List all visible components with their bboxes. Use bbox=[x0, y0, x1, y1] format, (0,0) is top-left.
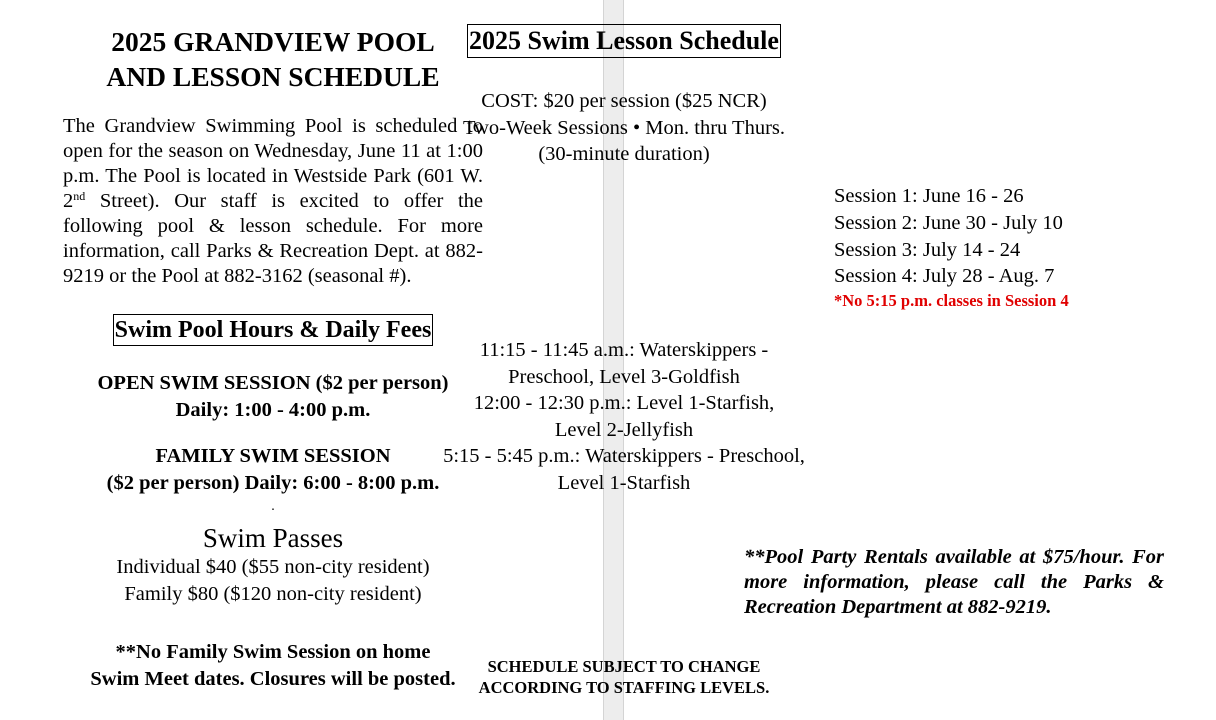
intro-superscript: nd bbox=[73, 189, 86, 203]
lesson-heading: 2025 Swim Lesson Schedule bbox=[467, 24, 781, 58]
class-times-block bbox=[294, 337, 954, 496]
passes-title: Swim Passes bbox=[202, 523, 344, 553]
class-time-line: Level 1-Starfish bbox=[557, 471, 691, 494]
pass-individual: Individual $40 ($55 non-city resident) bbox=[116, 556, 430, 578]
intro-text-a: The Grandview Swimming Pool is scheduled to open for the season on Wednesday, June 11 at 1:00 p.m. The Pool is located in Westside Park (601 W. 2 bbox=[63, 115, 483, 212]
class-time-line: Level 2-Jellyfish bbox=[554, 418, 694, 441]
lesson-heading-wrap bbox=[294, 24, 954, 58]
cost-line-1: COST: $20 per session ($25 NCR) bbox=[481, 90, 767, 112]
title-line-1: 2025 GRANDVIEW POOL bbox=[111, 26, 435, 57]
family-swim-line-1: FAMILY SWIM SESSION bbox=[155, 445, 391, 467]
class-time-line: 5:15 - 5:45 p.m.: Waterskippers - Preschool, bbox=[443, 445, 805, 467]
cost-block bbox=[294, 88, 954, 168]
open-swim-line-1: OPEN SWIM SESSION ($2 per person) bbox=[97, 372, 449, 394]
session-4-note: *No 5:15 p.m. classes in Session 4 bbox=[834, 291, 1069, 311]
class-time-line: 11:15 - 11:45 a.m.: Waterskippers - bbox=[479, 339, 769, 361]
session-item: Session 4: July 28 - Aug. 7 bbox=[834, 265, 1055, 288]
class-time-line: Preschool, Level 3-Goldfish bbox=[508, 365, 740, 388]
subject-line-2: ACCORDING TO STAFFING LEVELS. bbox=[478, 678, 770, 697]
subject-line-1: SCHEDULE SUBJECT TO CHANGE bbox=[487, 657, 761, 676]
pool-party-note: **Pool Party Rentals available at $75/hour. For more information, please call the Parks & Recreation Department at 882-9219. bbox=[744, 546, 1164, 618]
session-item: Session 1: June 16 - 26 bbox=[834, 185, 1024, 207]
intro-text-b: Street). Our staff is excited to offer the following pool & lesson schedule. For more information, call Parks & Recreation Dept. at 882-9219 or the Pool at 882-3162 (seasonal #). bbox=[63, 190, 483, 287]
cost-line-3: (30-minute duration) bbox=[538, 143, 710, 165]
class-time-line: 12:00 - 12:30 p.m.: Level 1-Starfish, bbox=[473, 392, 775, 414]
schedule-change-notice bbox=[294, 656, 954, 698]
family-swim-line-2: ($2 per person) Daily: 6:00 - 8:00 p.m. bbox=[106, 472, 440, 494]
session-item: Session 3: July 14 - 24 bbox=[834, 238, 1021, 261]
title-line-2: AND LESSON SCHEDULE bbox=[106, 61, 440, 92]
right-page bbox=[443, 0, 1216, 720]
notice-line-1: **No Family Swim Session on home bbox=[115, 641, 431, 663]
cost-line-2: Two-Week Sessions • Mon. thru Thurs. bbox=[462, 116, 785, 139]
notice-line-2: Swim Meet dates. Closures will be posted. bbox=[90, 668, 456, 690]
session-item: Session 2: June 30 - July 10 bbox=[834, 211, 1063, 234]
pass-family: Family $80 ($120 non-city resident) bbox=[124, 583, 422, 605]
separator-dot: . bbox=[271, 499, 275, 514]
hours-heading: Swim Pool Hours & Daily Fees bbox=[113, 314, 434, 346]
open-swim-line-2: Daily: 1:00 - 4:00 p.m. bbox=[175, 399, 371, 421]
session-list bbox=[834, 183, 1154, 312]
